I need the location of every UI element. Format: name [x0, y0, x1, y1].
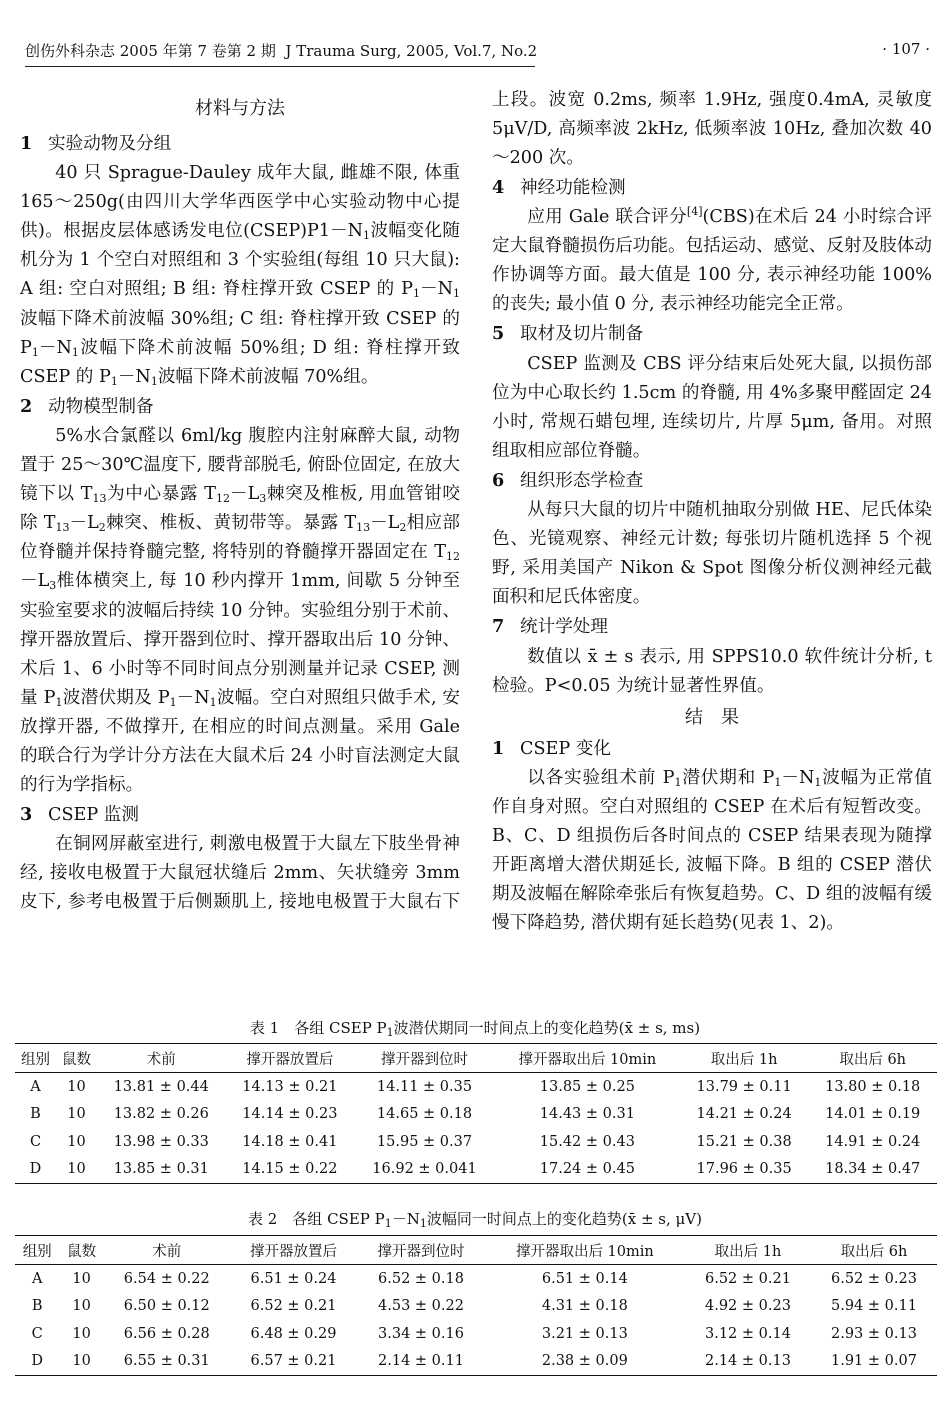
table-cell: 3.34 ± 0.16	[378, 1325, 464, 1342]
table-cell: 10	[67, 1106, 86, 1123]
table-cell: 14.21 ± 0.24	[696, 1106, 792, 1123]
table-2-caption: 表 2 各组 CSEP $P_1-N_1$波幅同一时间点上的变化趋势(x̄ ± s, μV)	[248, 1210, 702, 1230]
table-cell: D	[15, 1348, 59, 1376]
running-header	[25, 40, 930, 66]
table-cell: 6.51 ± 0.24	[250, 1270, 337, 1287]
table-cell: 15.42 ± 0.43	[539, 1133, 635, 1150]
section-3-paragraph: 在铜网屏蔽室进行, 刺激电极置于大鼠左下肢坐骨神经, 接收电极置于大鼠冠状缝后 2mm、矢状缝旁 3mm 皮下, 参考电极置于后侧颞肌上, 接地电极置于大鼠右下	[20, 834, 460, 913]
table-cell: 6.50 ± 0.12	[123, 1298, 210, 1315]
table-cell: 15.21 ± 0.38	[696, 1133, 792, 1150]
table-cell: 13.82 ± 0.26	[113, 1106, 209, 1123]
column-header: 取出后 1h	[685, 1236, 811, 1265]
column-header: 撑开器取出后 10min	[485, 1236, 685, 1265]
table-cell: 10	[72, 1298, 91, 1315]
table-cell: 6.52 ± 0.21	[250, 1298, 337, 1315]
table-cell: 6.55 ± 0.31	[104, 1348, 230, 1376]
header-rule	[25, 66, 535, 67]
table-cell: D	[15, 1156, 56, 1184]
table-cell: 6.54 ± 0.22	[123, 1270, 210, 1287]
column-header: 组别	[15, 1044, 56, 1073]
table-cell: 14.65 ± 0.18	[376, 1106, 473, 1123]
table-cell: 13.85 ± 0.25	[539, 1078, 635, 1095]
section-title: 实验动物及分组	[48, 134, 172, 154]
result-1-paragraph: 以各实验组术前 $P_1$潜伏期和 $P_1-N_1$波幅为正常值作自身对照。空白对照组的 CSEP 在术后有短暂改变。B、C、D 组损伤后各时间点的 CSEP 结果表现为随撑开距离增大潜伏期延长, 波幅下降。B 组的 CSEP 潜伏期及波幅在解除牵张后有恢复趋势。C、D 组的波幅有缓慢下降趋势, 潜伏期有延长趋势(见表 1、2)。	[492, 767, 932, 934]
table-cell: 6.52 ± 0.18	[378, 1270, 464, 1287]
table-1	[15, 1043, 937, 1184]
table-cell: 3.12 ± 0.14	[705, 1325, 791, 1342]
column-header: 鼠数	[56, 1044, 97, 1073]
section-5-heading	[492, 319, 932, 349]
table-cell: C	[31, 1325, 43, 1342]
section-1-paragraph: 40 只 Sprague-Dauley 成年大鼠, 雌雄不限, 体重 165～250g(由四川大学华西医学中心实验动物中心提供)。根据皮层体感诱发电位$(CSEP)P1-N_1$波幅变化随机分为 1 个空白对照组和 3 个实验组(每组 10 只大鼠): A 组: 空白对照组; B 组: 脊柱撑开致 CSEP 的 $P_1-N_1$波幅下降术前波幅 30%组; C 组: 脊柱撑开致 CSEP 的 $P_1-N_1$波幅下降术前波幅 50%组; D 组: 脊柱撑开致 CSEP 的 $P_1-N_1$波幅下降术前波幅 70%组。	[20, 163, 460, 388]
table-cell: 1.91 ± 0.07	[811, 1348, 937, 1376]
section-7-paragraph: 数值以 x̄ ± s 表示, 用 SPPS10.0 软件统计分析, t 检验。P<0.05 为统计显著性界值。	[492, 646, 932, 696]
table-cell: 4.53 ± 0.22	[378, 1298, 464, 1315]
table-cell: 6.51 ± 0.14	[541, 1270, 628, 1287]
table-row	[15, 1101, 937, 1129]
citation-ref[interactable]: [4]	[686, 205, 703, 219]
table-row	[15, 1156, 937, 1184]
table-cell: A	[31, 1270, 43, 1287]
table-cell: 14.13 ± 0.21	[242, 1078, 338, 1095]
column-header: 撑开器到位时	[354, 1044, 495, 1073]
table-header-row	[15, 1236, 937, 1265]
table-cell: 10	[67, 1133, 86, 1150]
column-header: 撑开器放置后	[226, 1044, 355, 1073]
section-4-heading	[492, 173, 932, 203]
table-cell: 2.14 ± 0.13	[685, 1348, 811, 1376]
table-cell: C	[29, 1133, 42, 1150]
section-3-paragraph-continued: 上段。波宽 0.2ms, 频率 1.9Hz, 强度0.4mA, 灵敏度 5μV/D, 高频率波 2kHz, 低频率波 10Hz, 叠加次数 40～200 次。	[492, 90, 932, 169]
table-cell: 14.15 ± 0.22	[226, 1156, 355, 1184]
table-row	[15, 1073, 937, 1101]
result-1-heading	[492, 734, 932, 764]
section-1-heading	[20, 129, 460, 159]
journal-name: 创伤外科杂志 2005 年第 7 卷第 2 期	[25, 42, 276, 60]
section-title: 动物模型制备	[48, 396, 154, 417]
column-header: 组别	[15, 1236, 59, 1265]
table-cell: 6.57 ± 0.21	[230, 1348, 357, 1376]
table-cell: 10	[72, 1270, 91, 1287]
table-cell: 6.56 ± 0.28	[123, 1325, 210, 1342]
journal-name-en: J Trauma Surg, 2005, Vol.7, No.2	[285, 42, 538, 60]
table-cell: 13.98 ± 0.33	[113, 1133, 209, 1150]
section-title: 组织形态学检查	[520, 470, 644, 491]
results-heading: 结 果	[685, 706, 739, 728]
table-row	[15, 1293, 937, 1321]
table-cell: 18.34 ± 0.47	[808, 1156, 937, 1184]
table-cell: 10	[56, 1156, 97, 1184]
table-cell: 14.43 ± 0.31	[539, 1106, 635, 1123]
table-cell: 10	[72, 1325, 91, 1342]
section-3-heading	[20, 800, 460, 830]
column-header: 鼠数	[59, 1236, 103, 1265]
table-cell: 14.18 ± 0.41	[242, 1133, 338, 1150]
table-cell: 4.31 ± 0.18	[541, 1298, 628, 1315]
table-cell: 3.21 ± 0.13	[541, 1325, 628, 1342]
left-column	[20, 88, 460, 917]
table-cell: 17.24 ± 0.45	[495, 1156, 680, 1184]
table-cell: B	[31, 1298, 43, 1315]
table-cell: B	[30, 1106, 41, 1123]
column-header: 撑开器取出后 10min	[495, 1044, 680, 1073]
section-number: 1	[20, 133, 33, 154]
section-title: CSEP 监测	[48, 805, 139, 826]
section-title: 神经功能检测	[520, 178, 626, 198]
table-1-caption: 表 1 各组 CSEP $P_1$波潜伏期同一时间点上的变化趋势(x̄ ± s, ms)	[249, 1019, 701, 1039]
table-cell: 14.11 ± 0.35	[376, 1078, 473, 1095]
table-cell: 2.38 ± 0.09	[485, 1348, 685, 1376]
table-cell: 15.95 ± 0.37	[376, 1133, 473, 1150]
section-number: 6	[492, 469, 505, 491]
column-header: 取出后 6h	[808, 1044, 937, 1073]
table-cell: 2.14 ± 0.11	[357, 1348, 484, 1376]
section-2-paragraph: 5%水合氯醛以 6ml/kg 腹腔内注射麻醉大鼠, 动物置于 25～30℃温度下, 腰背部脱毛, 俯卧位固定, 在放大镜下以 $T_{13}$为中心暴露 $T_{12}-L_3$棘突及椎板, 用血管钳咬除 $T_{13}-L_2$棘突、椎板、黄韧带等。暴露 $T_{13}-L_2$相应部位脊髓并保持脊髓完整, 将特别的脊髓撑开器固定在 $T_{12}-L_3$椎体横突上, 每 10 秒内撑开 1mm, 间歇 5 分钟至实验室要求的波幅后持续 10 分钟。实验组分别于术前、撑开器放置后、撑开器到位时、撑开器取出后 10 分钟、术后 1、6 小时等不同时间点分别测量并记录 CSEP, 测量 $P_1$波潜伏期及 $P_1-N_1$波幅。空白对照组只做手术, 安放撑开器, 不做撑开, 在相应的时间点测量。采用 Gale 的联合行为学计分方法在大鼠术后 24 小时盲法测定大鼠的行为学指标。	[20, 425, 461, 796]
table-cell: 16.92 ± 0.041	[354, 1156, 495, 1184]
table-cell: 13.81 ± 0.44	[113, 1078, 209, 1095]
section-number: 1	[492, 737, 505, 759]
table-row	[15, 1348, 937, 1376]
table-cell: 4.92 ± 0.23	[705, 1298, 791, 1315]
table-cell: 6.48 ± 0.29	[250, 1325, 337, 1342]
right-column	[492, 86, 932, 938]
table-cell: 17.96 ± 0.35	[680, 1156, 809, 1184]
section-title: CSEP 变化	[520, 738, 611, 759]
table-cell: 14.91 ± 0.24	[825, 1133, 921, 1150]
section-number: 4	[492, 177, 505, 198]
table-row	[15, 1265, 937, 1293]
table-cell: A	[30, 1078, 41, 1095]
section-5-paragraph: CSEP 监测及 CBS 评分结束后处死大鼠, 以损伤部位为中心取长约 1.5cm 的脊髓, 用 4%多聚甲醛固定 24 小时, 常规石蜡包埋, 连续切片, 片厚 5μm, 备用。对照组取相应部位脊髓。	[492, 353, 932, 461]
page-number: · 107 ·	[882, 40, 930, 58]
table-header-row	[15, 1044, 937, 1073]
section-4-paragraph: 应用 Gale 联合评分[4](CBS)在术后 24 小时综合评定大鼠脊髓损伤后功能。包括运动、感觉、反射及肢体动作协调等方面。最大值是 100 分, 表示神经功能 100%的丧失; 最小值 0 分, 表示神经功能完全正常。	[492, 205, 932, 315]
table-row	[15, 1320, 937, 1348]
section-title: 统计学处理	[520, 617, 608, 638]
column-header: 术前	[104, 1236, 230, 1265]
column-header: 术前	[97, 1044, 226, 1073]
section-2-heading	[20, 392, 460, 422]
column-header: 取出后 1h	[680, 1044, 809, 1073]
section-title: 取材及切片制备	[520, 324, 644, 345]
section-number: 2	[20, 395, 33, 417]
methods-heading: 材料与方法	[195, 98, 285, 119]
table-cell: 10	[67, 1078, 86, 1095]
table-cell: 10	[59, 1348, 103, 1376]
table-cell: 14.01 ± 0.19	[825, 1106, 921, 1123]
table-cell: 13.80 ± 0.18	[825, 1078, 921, 1095]
section-7-heading	[492, 612, 932, 642]
section-number: 5	[492, 323, 505, 345]
section-number: 7	[492, 616, 505, 638]
table-2	[15, 1235, 937, 1376]
table-cell: 13.79 ± 0.11	[696, 1078, 792, 1095]
section-number: 3	[20, 804, 33, 826]
table-cell: 5.94 ± 0.11	[831, 1298, 917, 1315]
section-6-paragraph: 从每只大鼠的切片中随机抽取分别做 HE、尼氏体染色、光镜观察、神经元计数; 每张切片随机选择 5 个视野, 采用美国产 Nikon & Spot 图像分析仪测神经元截面积和尼氏体密度。	[492, 500, 932, 608]
table-cell: 6.52 ± 0.21	[705, 1270, 791, 1287]
column-header: 撑开器放置后	[230, 1236, 357, 1265]
table-cell: 6.52 ± 0.23	[831, 1270, 917, 1287]
column-header: 取出后 6h	[811, 1236, 937, 1265]
table-cell: 13.85 ± 0.31	[97, 1156, 226, 1184]
section-6-heading	[492, 466, 932, 496]
table-row	[15, 1128, 937, 1156]
table-cell: 14.14 ± 0.23	[242, 1106, 338, 1123]
journal-citation	[25, 40, 537, 61]
table-cell: 2.93 ± 0.13	[831, 1325, 917, 1342]
column-header: 撑开器到位时	[357, 1236, 484, 1265]
